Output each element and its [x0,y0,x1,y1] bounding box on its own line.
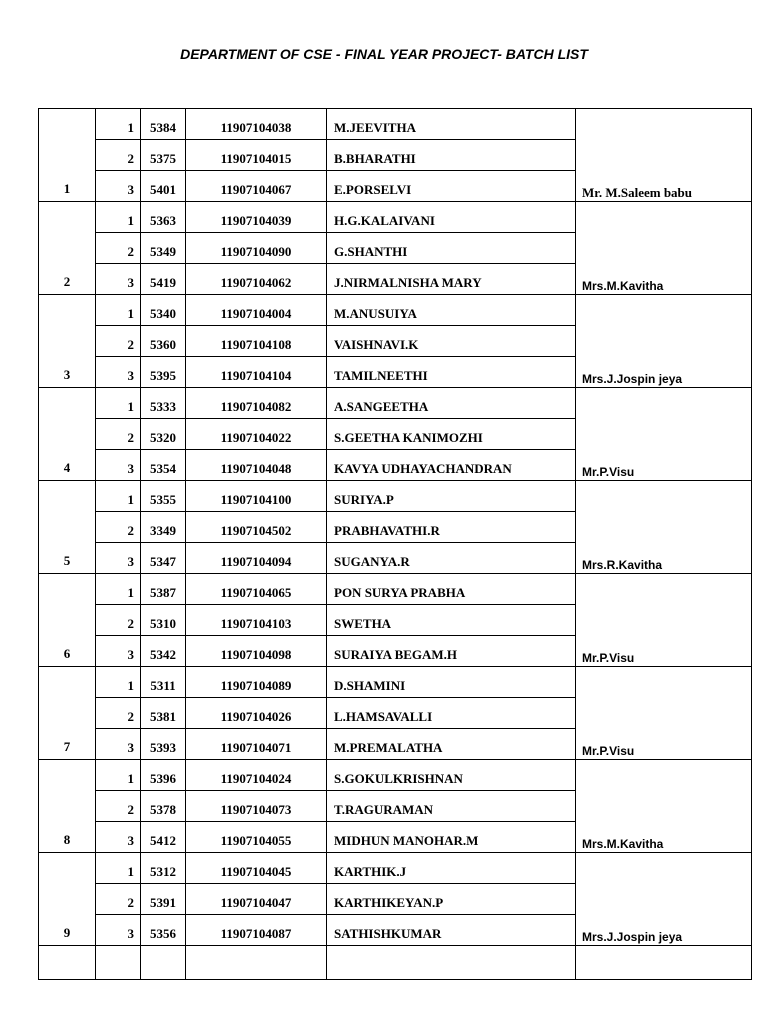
student-name: MIDHUN MANOHAR.M [327,822,576,853]
register-number: 11907104502 [186,512,327,543]
guide-cell [576,853,752,946]
roll-number: 5360 [141,326,186,357]
roll-number: 5312 [141,853,186,884]
serial-number: 3 [96,729,141,760]
serial-number: 3 [96,171,141,202]
roll-number: 5310 [141,605,186,636]
student-name: M.JEEVITHA [327,109,576,140]
student-name: TAMILNEETHI [327,357,576,388]
serial-number: 2 [96,698,141,729]
register-number: 11907104038 [186,109,327,140]
guide-name: Mr.P.Visu [582,651,635,665]
batch-number: 1 [39,109,96,202]
register-number: 11907104082 [186,388,327,419]
roll-number: 5396 [141,760,186,791]
student-name: M.PREMALATHA [327,729,576,760]
student-name: L.HAMSAVALLI [327,698,576,729]
guide-name: Mrs.J.Jospin jeya [582,372,683,386]
table-row [39,760,752,791]
roll-number: 5354 [141,450,186,481]
batch-number: 4 [39,388,96,481]
register-number: 11907104048 [186,450,327,481]
serial-number: 3 [96,450,141,481]
roll-number: 3349 [141,512,186,543]
student-name: SURAIYA BEGAM.H [327,636,576,667]
student-name: J.NIRMALNISHA MARY [327,264,576,295]
roll-number: 5340 [141,295,186,326]
register-number: 11907104100 [186,481,327,512]
student-name: KAVYA UDHAYACHANDRAN [327,450,576,481]
guide-name: Mrs.J.Jospin jeya [582,930,683,944]
table-row [39,481,752,512]
student-name: SWETHA [327,605,576,636]
serial-number: 2 [96,512,141,543]
register-number: 11907104067 [186,171,327,202]
table-row [39,295,752,326]
roll-number: 5401 [141,171,186,202]
guide-name: Mr.P.Visu [582,465,635,479]
serial-number: 2 [96,140,141,171]
batch-number: 3 [39,295,96,388]
student-name: KARTHIK.J [327,853,576,884]
empty-cell [39,946,96,980]
serial-number: 3 [96,822,141,853]
roll-number: 5419 [141,264,186,295]
register-number: 11907104094 [186,543,327,574]
serial-number: 1 [96,109,141,140]
roll-number: 5342 [141,636,186,667]
serial-number: 3 [96,543,141,574]
table-row [39,667,752,698]
table-row [39,388,752,419]
guide-name: Mrs.M.Kavitha [582,279,664,293]
guide-cell [576,760,752,853]
register-number: 11907104045 [186,853,327,884]
serial-number: 3 [96,636,141,667]
serial-number: 2 [96,419,141,450]
roll-number: 5375 [141,140,186,171]
guide-cell [576,481,752,574]
student-name: A.SANGEETHA [327,388,576,419]
roll-number: 5387 [141,574,186,605]
register-number: 11907104039 [186,202,327,233]
student-name: SUGANYA.R [327,543,576,574]
roll-number: 5381 [141,698,186,729]
register-number: 11907104024 [186,760,327,791]
serial-number: 2 [96,605,141,636]
serial-number: 1 [96,574,141,605]
guide-cell [576,295,752,388]
student-name: KARTHIKEYAN.P [327,884,576,915]
register-number: 11907104108 [186,326,327,357]
batch-number: 9 [39,853,96,946]
roll-number: 5378 [141,791,186,822]
student-name: S.GOKULKRISHNAN [327,760,576,791]
guide-cell [576,388,752,481]
guide-cell [576,109,752,202]
serial-number: 3 [96,357,141,388]
guide-name: Mr.P.Visu [582,744,635,758]
empty-cell [576,946,752,980]
batch-number: 7 [39,667,96,760]
empty-cell [96,946,141,980]
guide-cell [576,667,752,760]
register-number: 11907104026 [186,698,327,729]
table-row [39,109,752,140]
guide-cell [576,574,752,667]
guide-name: Mrs.R.Kavitha [582,558,663,572]
register-number: 11907104087 [186,915,327,946]
batch-list-table [38,108,752,980]
table-row [39,853,752,884]
guide-cell [576,202,752,295]
roll-number: 5412 [141,822,186,853]
register-number: 11907104022 [186,419,327,450]
empty-cell [141,946,186,980]
roll-number: 5355 [141,481,186,512]
student-name: D.SHAMINI [327,667,576,698]
batch-table-body [39,109,752,980]
serial-number: 3 [96,915,141,946]
register-number: 11907104089 [186,667,327,698]
serial-number: 1 [96,388,141,419]
student-name: PON SURYA PRABHA [327,574,576,605]
student-name: G.SHANTHI [327,233,576,264]
serial-number: 3 [96,264,141,295]
student-name: T.RAGURAMAN [327,791,576,822]
serial-number: 1 [96,853,141,884]
roll-number: 5363 [141,202,186,233]
empty-cell [327,946,576,980]
student-name: M.ANUSUIYA [327,295,576,326]
register-number: 11907104065 [186,574,327,605]
register-number: 11907104104 [186,357,327,388]
student-name: S.GEETHA KANIMOZHI [327,419,576,450]
register-number: 11907104071 [186,729,327,760]
roll-number: 5356 [141,915,186,946]
student-name: H.G.KALAIVANI [327,202,576,233]
table-row [39,574,752,605]
student-name: E.PORSELVI [327,171,576,202]
guide-name: Mr. M.Saleem babu [582,185,693,200]
register-number: 11907104103 [186,605,327,636]
register-number: 11907104055 [186,822,327,853]
register-number: 11907104047 [186,884,327,915]
serial-number: 1 [96,760,141,791]
roll-number: 5393 [141,729,186,760]
batch-number: 5 [39,481,96,574]
register-number: 11907104098 [186,636,327,667]
roll-number: 5384 [141,109,186,140]
serial-number: 1 [96,667,141,698]
student-name: VAISHNAVI.K [327,326,576,357]
empty-row [39,946,752,980]
register-number: 11907104090 [186,233,327,264]
table-row [39,202,752,233]
serial-number: 2 [96,791,141,822]
roll-number: 5347 [141,543,186,574]
empty-cell [186,946,327,980]
roll-number: 5395 [141,357,186,388]
serial-number: 2 [96,233,141,264]
roll-number: 5333 [141,388,186,419]
serial-number: 1 [96,481,141,512]
batch-number: 2 [39,202,96,295]
roll-number: 5391 [141,884,186,915]
guide-name: Mrs.M.Kavitha [582,837,664,851]
serial-number: 2 [96,326,141,357]
student-name: SURIYA.P [327,481,576,512]
roll-number: 5349 [141,233,186,264]
register-number: 11907104062 [186,264,327,295]
roll-number: 5320 [141,419,186,450]
roll-number: 5311 [141,667,186,698]
serial-number: 1 [96,202,141,233]
register-number: 11907104015 [186,140,327,171]
student-name: B.BHARATHI [327,140,576,171]
batch-number: 8 [39,760,96,853]
register-number: 11907104073 [186,791,327,822]
page-title: DEPARTMENT OF CSE - FINAL YEAR PROJECT- BATCH LIST [180,46,588,62]
batch-number: 6 [39,574,96,667]
student-name: PRABHAVATHI.R [327,512,576,543]
register-number: 11907104004 [186,295,327,326]
serial-number: 1 [96,295,141,326]
student-name: SATHISHKUMAR [327,915,576,946]
serial-number: 2 [96,884,141,915]
